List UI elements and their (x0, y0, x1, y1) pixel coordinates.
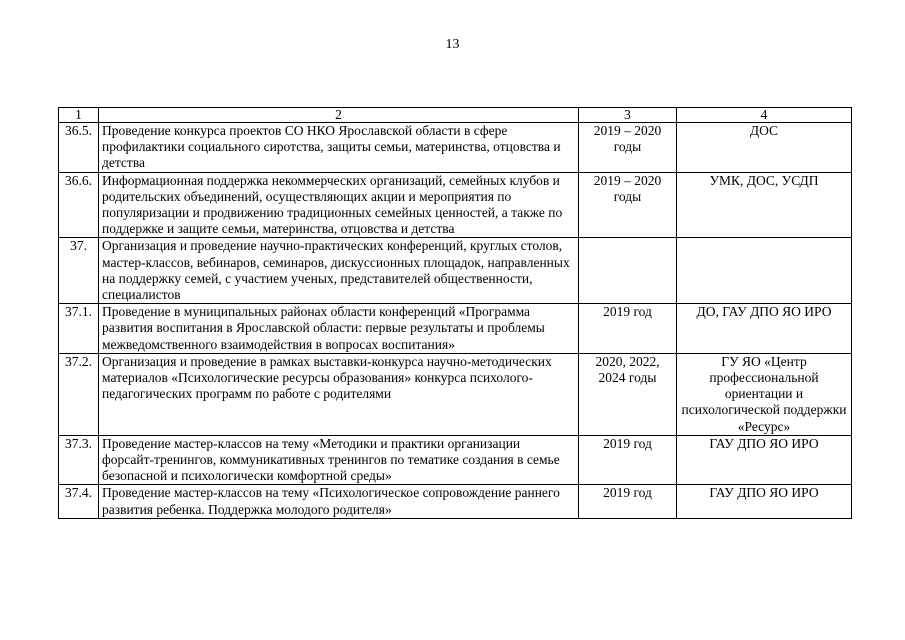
table-row (59, 353, 852, 435)
table-row (59, 435, 852, 485)
table-row (59, 485, 852, 518)
row-description: Проведение в муниципальных районах области конференций «Программа развития воспитания в Ярославской области: первые результаты и проблемы межведомственного взаимодействия в вопросах воспитания» (99, 304, 579, 354)
header-col-4: 4 (677, 108, 852, 123)
row-description: Информационная поддержка некоммерческих организаций, семейных клубов и родительских объединений, осуществляющих акции и мероприятия по популяризации и продвижению традиционных семейных ценностей, а также по поддержке и защите семьи, материнства, отцовства и детства (99, 172, 579, 238)
header-col-3: 3 (579, 108, 677, 123)
row-description: Проведение мастер-классов на тему «Методики и практики организации форсайт-тренингов, коммуникативных тренингов по тематике создания в семье безопасной и психологически комфортной среды» (99, 435, 579, 485)
table-row (59, 238, 852, 304)
row-term: 2019 – 2020 годы (579, 123, 677, 173)
row-number: 37. (59, 238, 99, 304)
row-description: Организация и проведение в рамках выставки-конкурса научно-методических материалов «Психологические ресурсы образования» конкурса психолого-педагогических программ по работе с родителями (99, 353, 579, 435)
table-header (59, 108, 852, 123)
table-row (59, 304, 852, 354)
row-term: 2019 год (579, 435, 677, 485)
row-number: 36.5. (59, 123, 99, 173)
header-col-2: 2 (99, 108, 579, 123)
row-executor: ГУ ЯО «Центр профессиональной ориентации и психологической поддержки «Ресурс» (677, 353, 852, 435)
row-executor: ГАУ ДПО ЯО ИРО (677, 485, 852, 518)
row-executor: ДО, ГАУ ДПО ЯО ИРО (677, 304, 852, 354)
row-executor: ГАУ ДПО ЯО ИРО (677, 435, 852, 485)
row-term (579, 238, 677, 304)
row-number: 37.4. (59, 485, 99, 518)
row-executor: ДОС (677, 123, 852, 173)
row-term: 2020, 2022, 2024 годы (579, 353, 677, 435)
row-executor (677, 238, 852, 304)
page-number: 13 (445, 37, 460, 52)
row-number: 36.6. (59, 172, 99, 238)
row-number: 37.3. (59, 435, 99, 485)
row-term: 2019 год (579, 304, 677, 354)
header-col-1: 1 (59, 108, 99, 123)
row-description: Организация и проведение научно-практических конференций, круглых столов, мастер-классов, вебинаров, семинаров, дискуссионных площадок, направленных на поддержку семей, с участием ученых, представителей общественности, специалистов (99, 238, 579, 304)
row-number: 37.2. (59, 353, 99, 435)
row-description: Проведение конкурса проектов СО НКО Ярославской области в сфере профилактики социального сиротства, защиты семьи, материнства, отцовства и детства (99, 123, 579, 173)
row-description: Проведение мастер-классов на тему «Психологическое сопровождение раннего развития ребенка. Поддержка молодого родителя» (99, 485, 579, 518)
table-row (59, 172, 852, 238)
table-row (59, 123, 852, 173)
row-executor: УМК, ДОС, УСДП (677, 172, 852, 238)
activities-table (58, 107, 852, 519)
row-term: 2019 – 2020 годы (579, 172, 677, 238)
row-term: 2019 год (579, 485, 677, 518)
row-number: 37.1. (59, 304, 99, 354)
